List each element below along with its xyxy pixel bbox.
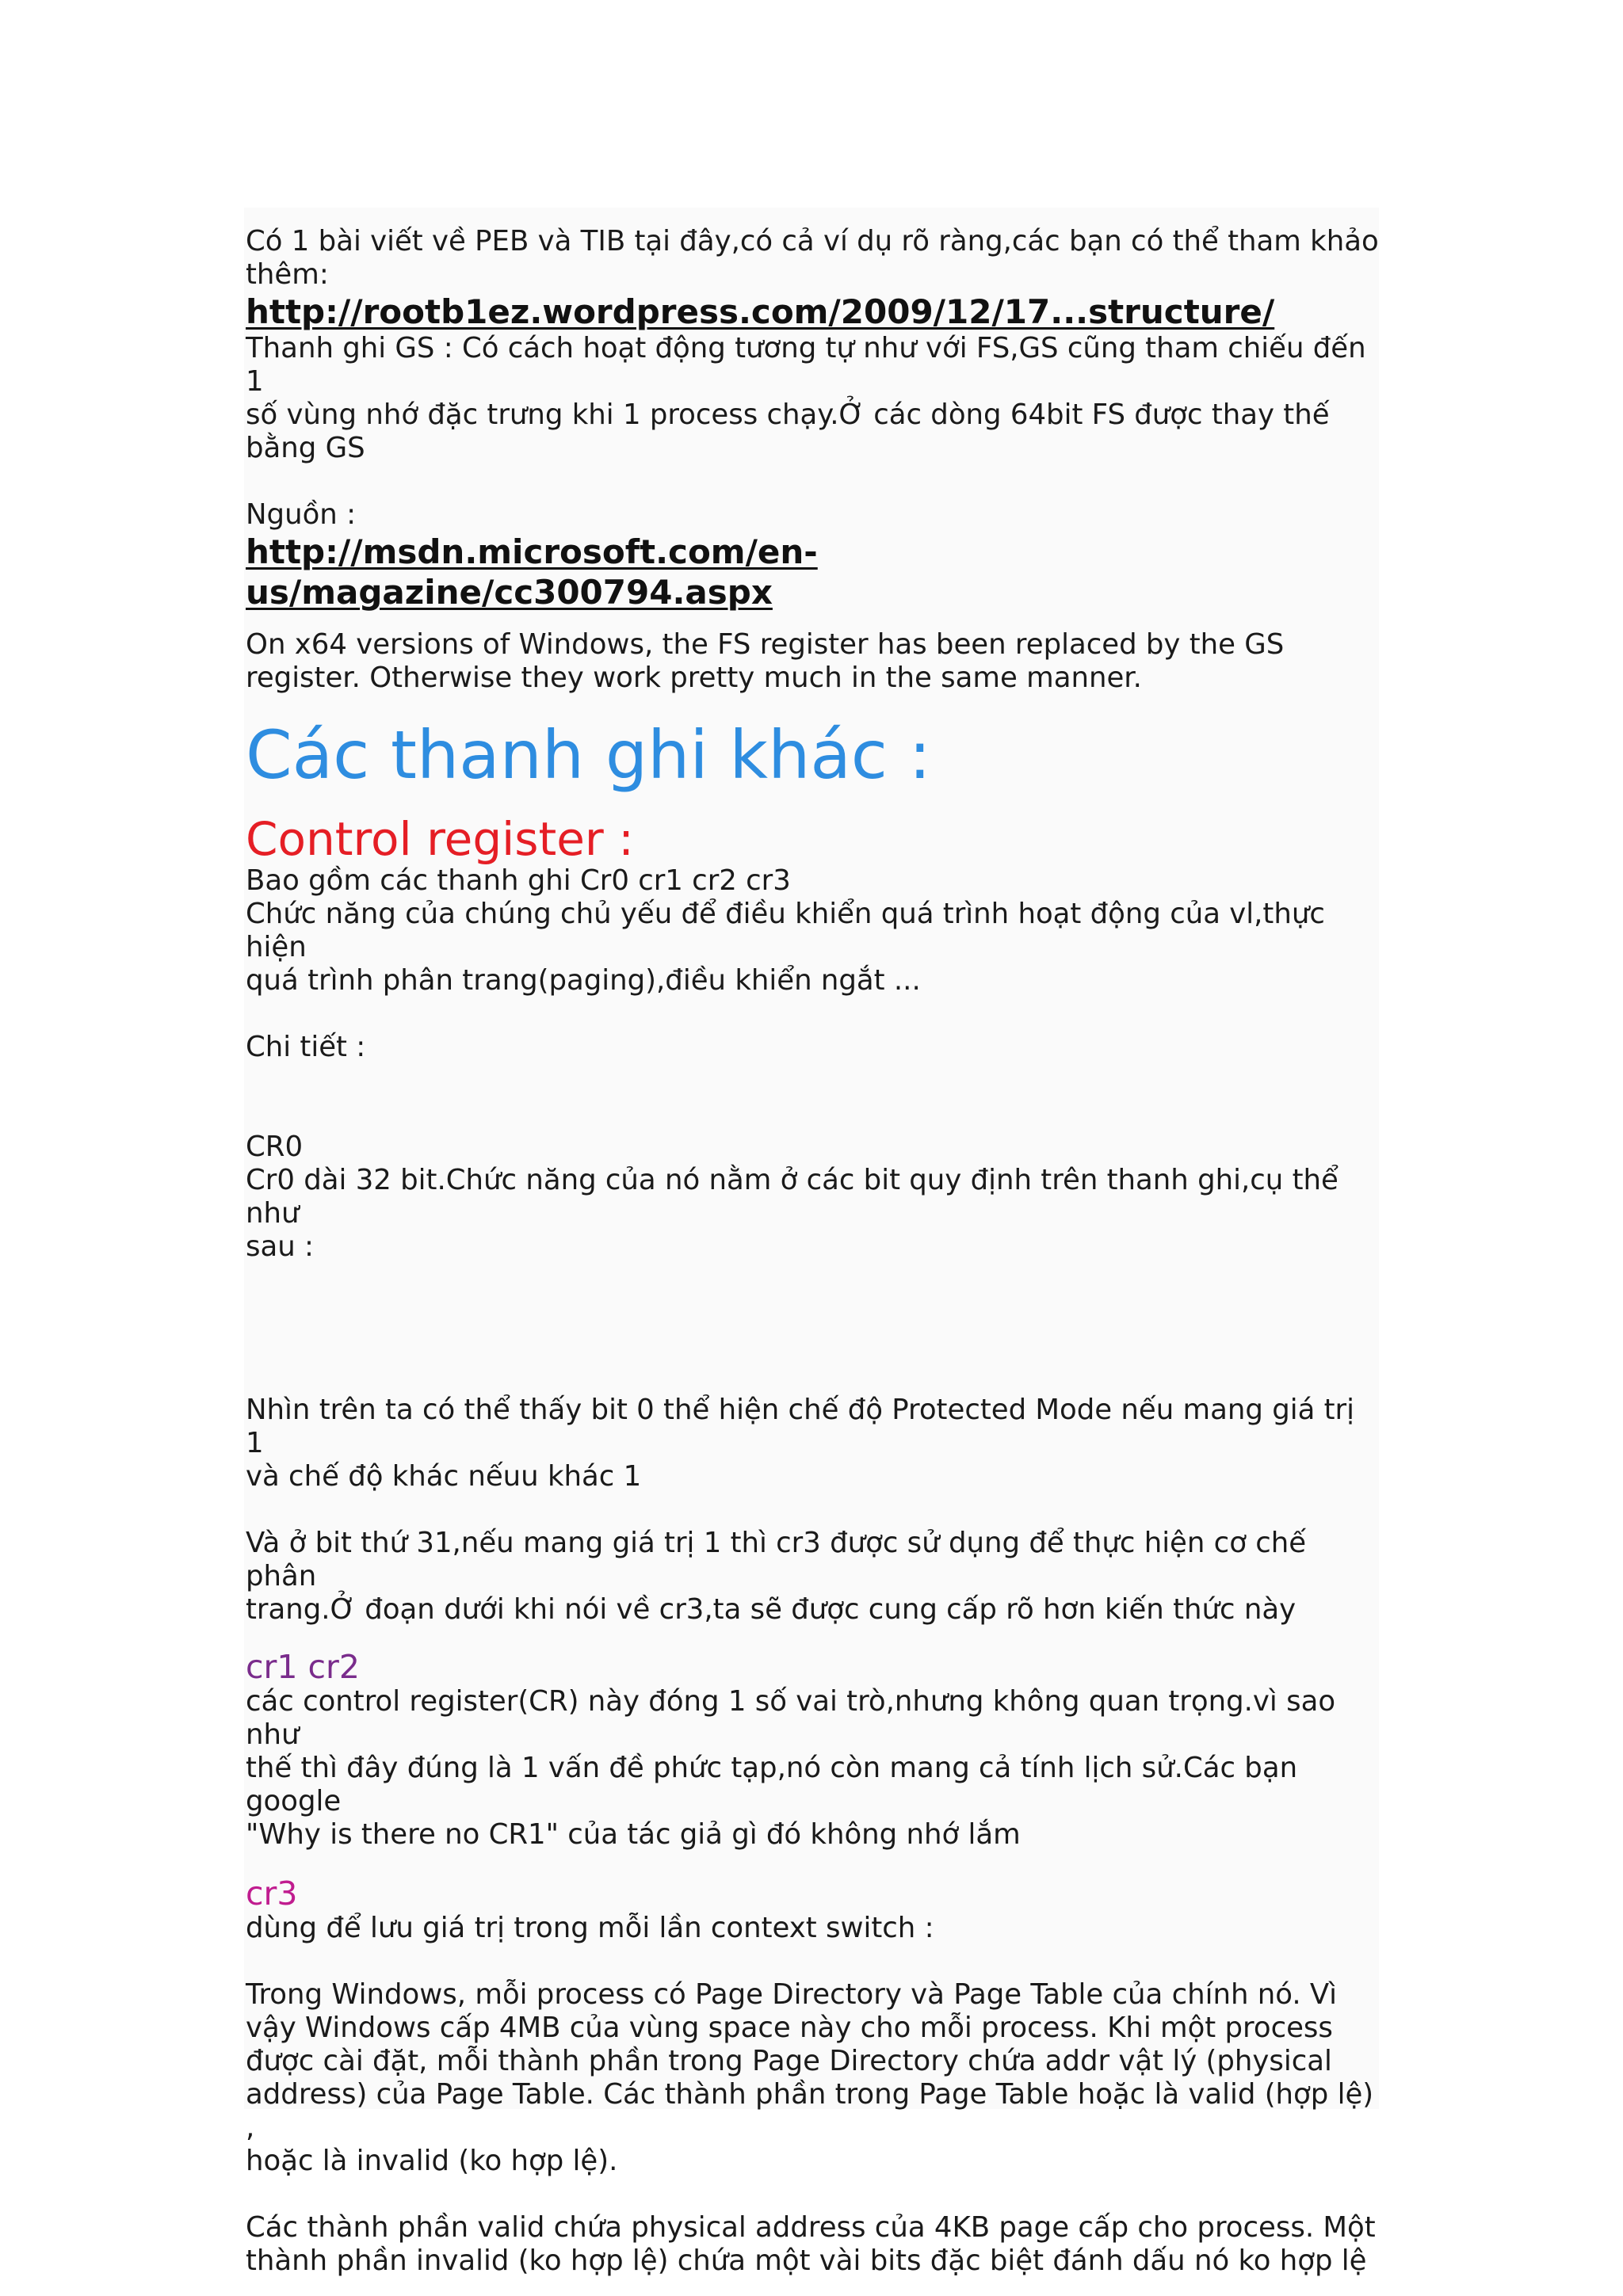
x64-paragraph: On x64 versions of Windows, the FS register has been replaced by the GS register. Otherwise they work pretty much in the same manner. [246,628,1285,694]
heading-cr1-cr2: cr1 cr2 [246,1648,361,1686]
heading-cr3: cr3 [246,1875,298,1913]
bit0-paragraph: Nhìn trên ta có thể thấy bit 0 thể hiện chế độ Protected Mode nếu mang giá trị 1 và chế độ khác nếuu khác 1 [246,1394,1355,1493]
intro-paragraph: Có 1 bài viết về PEB và TIB tại đây,có cả ví dụ rõ ràng,các bạn có thể tham khảo thêm: [246,225,1379,291]
gs-paragraph: Thanh ghi GS : Có cách hoạt động tương tự như với FS,GS cũng tham chiếu đến 1 số vùng nhớ đặc trưng khi 1 process chạy.Ở các dòng 64bit FS được thay thế bằng GS [246,332,1366,464]
valid-paragraph: Các thành phần valid chứa physical address của 4KB page cấp cho process. Một thành phần invalid (ko hợp lệ) chứa một vài bits đặc biệt đánh dấu nó ko hợp lệ [246,2211,1376,2277]
control-paragraph: Bao gồm các thanh ghi Cr0 cr1 cr2 cr3 Chức năng của chúng chủ yếu để điều khiển quá trình hoạt động của vl,thực hiện quá trình phân trang(paging),điều khiển ngắt ... [246,864,1325,997]
detail-label: Chi tiết : [246,1031,366,1063]
cr1cr2-paragraph: các control register(CR) này đóng 1 số vai trò,nhưng không quan trọng.vì sao như thế thì đây đúng là 1 vấn đề phức tạp,nó còn mang cả tính lịch sử.Các bạn google "Why is there no CR1" của tác giả gì đó không nhớ lắm [246,1685,1336,1851]
document-content [246,225,1379,2278]
heading-control-register: Control register : [246,812,634,866]
msdn-link[interactable]: http://msdn.microsoft.com/en- us/magazine/cc300794.aspx [246,532,818,612]
cr0-paragraph: CR0 Cr0 dài 32 bit.Chức năng của nó nằm ở các bit quy định trên thanh ghi,cụ thể như sau : [246,1131,1338,1263]
cr3-paragraph: dùng để lưu giá trị trong mỗi lần context switch : [246,1912,934,1944]
windows-paragraph: Trong Windows, mỗi process có Page Directory và Page Table của chính nó. Vì vậy Windows cấp 4MB của vùng space này cho mỗi process. Khi một process được cài đặt, mỗi thành phần trong Page Directory chứa addr vật lý (physical address) của Page Table. Các thành phần trong Page Table hoặc là valid (hợp lệ) , hoặc là invalid (ko hợp lệ). [246,1978,1374,2177]
bit31-paragraph: Và ở bit thứ 31,nếu mang giá trị 1 thì cr3 được sử dụng để thực hiện cơ chế phân trang.Ở đoạn dưới khi nói về cr3,ta sẽ được cung cấp rõ hơn kiến thức này [246,1527,1307,1626]
heading-other-registers: Các thanh ghi khác : [246,716,931,794]
source-label: Nguồn : [246,498,357,531]
peb-tib-link[interactable]: http://rootb1ez.wordpress.com/2009/12/17...structure/ [246,292,1275,331]
